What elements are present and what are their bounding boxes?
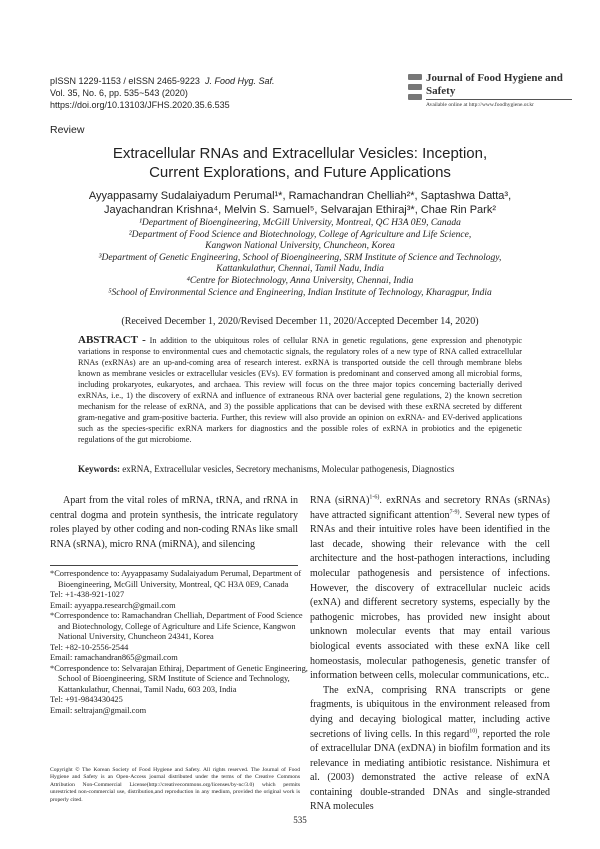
body-column-right	[310, 494, 550, 815]
abstract	[78, 335, 522, 445]
section-label: Review	[50, 124, 85, 136]
citation-ref: 7-9)	[449, 509, 460, 516]
keywords-label: Keywords:	[78, 464, 120, 474]
abstract-heading: ABSTRACT -	[78, 334, 146, 346]
affiliation-line: ⁵School of Environmental Science and Engineering, Indian Institute of Technology, Kharagpur, India	[108, 287, 492, 298]
correspondence-tel: Tel: +1-438-921-1027	[50, 590, 125, 599]
body-column-left: Apart from the vital roles of mRNA, tRNA, and rRNA in central dogma and protein synthesis, the intricate regulatory roles played by other coding and non-coding RNAs like small RNA (sRNA), micro RNA (miRNA), and silencing	[50, 495, 299, 550]
journal-abbrev: J. Food Hyg. Saf.	[204, 76, 275, 86]
correspondence-email[interactable]: Email: ayyappa.research@gmail.com	[50, 600, 176, 610]
body-paragraph: RNA (siRNA)$^{1-6)}$. exRNAs and secretory RNAs (sRNAs) have attracted significant attention$^{7-9)}$. Several new types of RNAs and their intuitive roles have been identified in the last decade, showing their relevance with the cell architecture and the host-pathogen interactions, including molecular pathogenesis and persistence of infections. However, the discovery of extracellular nucleic acids (exNA) and different secretory systems, especially by the pathogenic microbes, has provided new insight about unknown molecular events that may entail various biological events associated with these exNA like cell homeostasis, molecular pathogenesis, genetic transfer of information between cells, molecular communications, etc..	[310, 494, 550, 682]
abstract-text: In addition to the ubiquitous roles of cellular RNA in genetic regulations, gene expression and phenotypic variations in response to environmental cues and chemotactic signals, the regulatory roles of a new type of RNA called extracellular RNAs (exRNAs) are an up-and-coming area of research interest. exRNA is transported outside the cell through membrane blebs known as membrane vesicles or extracellular vesicles (EVs). EV formation is predominant and conserved among all microbial forms, including prokaryotes, eukaryotes, and archaea. This review will focus on the three major topics concerning bacterially derived exRNAs, i.e., 1) the discovery of exRNA and influence of extraneous RNA over bacterial gene regulations, 2) the known secretion mechanism for the release of exRNA, and 3) the possible applications that can be devised with these exRNA secreted by different gram-negative and gram-positive bacteria. Further, this review will also provide an opinion on exRNA- and EV-derived applications such as the species-specific exRNA markers for diagnostics and the possible roles of exRNA in probiotics and the epigenetic regulations of the gut microbiome.	[78, 336, 523, 444]
affiliation-line: ³Department of Genetic Engineering, School of Bioengineering, SRM Institute of Science and Technology,	[98, 252, 502, 263]
journal-availability: Available online at http://www.foodhygiene.or.kr	[426, 102, 534, 108]
affiliation-line: Kangwon National University, Chuncheon, Korea	[205, 241, 395, 252]
citation-ref: 10)	[469, 728, 478, 735]
copyright-notice: Copyright © The Korean Society of Food Hygiene and Safety. All rights reserved. The Journal of Food Hygiene and Safety is an Open-Access journal distributed under the terms of the Creative Commons Attribution Non-Commercial License(http://creativecommons.org/licenses/by-nc/3.0) which permits unrestricted non-commercial use, distribution,and reproduction in any medium, provided the original work is properly cited.	[50, 767, 300, 803]
keywords	[78, 464, 528, 474]
correspondence-email[interactable]: Email: seltrajan@gmail.com	[50, 705, 147, 715]
page-number: 535	[293, 815, 307, 825]
received-dates: (Received December 1, 2020/Revised December 11, 2020/Accepted December 14, 2020)	[121, 316, 479, 327]
journal-name: Journal of Food Hygiene and Safety	[426, 72, 563, 97]
keywords-text: exRNA, Extracellular vesicles, Secretory mechanisms, Molecular pathogenesis, Diagnostics	[122, 464, 455, 474]
correspondence-entry: *Correspondence to: Ayyappasamy Sudalaiyadum Perumal, Department of Bioengineering, McGill University, Montreal, QC H3A 0E9, Canada	[50, 569, 302, 589]
affiliation-line: ⁴Centre for Biotechnology, Anna University, Chennai, India	[186, 275, 414, 286]
body-paragraph: The exNA, comprising RNA transcripts or gene fragments, is ubiquitous in the environment released from dying and decaying biological matter, including active secretions of living cells. In this regard$^{10)}$, reported the role of extracellular DNA (exDNA) in biofilm formation and its relevance in mediating antibiotic resistance. Nishimura et al. (2003) demonstrated the active release of exNA containing double-stranded DNAs and single-stranded RNA molecules	[310, 684, 550, 813]
correspondence-block	[50, 569, 310, 716]
paper-title	[40, 144, 560, 182]
authors-line-1: Ayyappasamy Sudalaiyadum Perumal¹*, Ramachandran Chelliah²*, Saptashwa Datta³,	[88, 190, 512, 202]
title-line-2: Current Explorations, and Future Applications	[149, 164, 451, 181]
citation-header	[50, 75, 274, 111]
correspondence-entry: *Correspondence to: Ramachandran Chelliah, Department of Food Science and Biotechnology, College of Agriculture and Life Science, Kangwon National University, Chuncheon 24341, Korea	[50, 611, 303, 641]
affiliation-line: ²Department of Food Science and Biotechnology, College of Agriculture and Life Science,	[128, 229, 472, 240]
correspondence-tel: Tel: +82-10-2556-2544	[50, 642, 129, 652]
journal-divider	[426, 99, 572, 100]
affiliation-line: ¹Department of Bioengineering, McGill University, Montreal, QC H3A 0E9, Canada	[139, 218, 461, 228]
journal-logo-icon	[408, 74, 422, 100]
authors-line-2: Jayachandran Krishna⁴, Melvin S. Samuel⁵, Selvarajan Ethiraj³*, Chae Rin Park²	[103, 204, 497, 216]
citation-ref: 1-6)	[369, 494, 380, 501]
correspondence-entry: *Correspondence to: Selvarajan Ethiraj, Department of Genetic Engineering, School of Bioengineering, SRM Institute of Science and Technology, Kattankulathur, Chennai, Tamil Nadu, 603 203, India	[50, 663, 308, 694]
affiliations	[40, 218, 560, 299]
author-list	[60, 189, 540, 217]
title-line-1: Extracellular RNAs and Extracellular Vesicles: Inception,	[112, 145, 488, 162]
affiliation-line: Kattankulathur, Chennai, Tamil Nadu, India	[216, 264, 384, 275]
correspondence-email[interactable]: Email: ramachandran865@gmail.com	[50, 653, 178, 662]
issn: pISSN 1229-1153 / eISSN 2465-9223	[50, 76, 200, 86]
doi-link[interactable]: https://doi.org/10.13103/JFHS.2020.35.6.535	[50, 100, 230, 110]
correspondence-tel: Tel: +91-9843430425	[50, 695, 123, 704]
footnote-divider	[50, 565, 298, 566]
volume-line: Vol. 35, No. 6, pp. 535~543 (2020)	[50, 88, 188, 98]
